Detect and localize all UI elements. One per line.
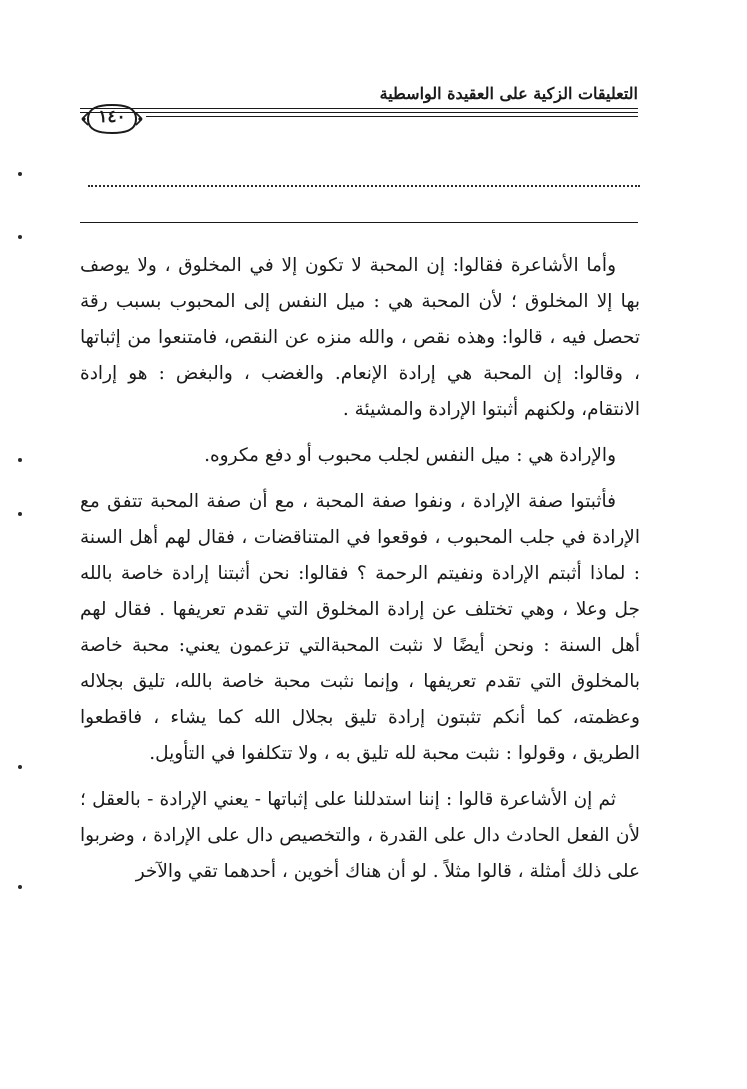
- paragraph: والإرادة هي : ميل النفس لجلب محبوب أو دفع مكروه.: [204, 445, 616, 466]
- page-number: ١٤٠: [98, 107, 126, 127]
- margin-mark: [18, 512, 22, 516]
- section-divider: [80, 222, 638, 223]
- page-number-badge: [80, 102, 144, 136]
- paragraph: وأما الأشاعرة فقالوا: إن المحبة لا تكون إلا في المخلوق ، ولا يوصف بها إلا المخلوق ؛ لأن المحبة هي : ميل النفس إلى المحبوب بسبب رقة تحصل فيه ، قالوا: وهذه نقص ، والله منزه عن النقص، فامتنعوا من إثباتها ، وقالوا: إن المحبة هي إرادة الإنعام. والغضب ، والبغض : هو إرادة الانتقام، ولكنهم أثبتوا الإرادة والمشيئة .: [80, 255, 640, 420]
- main-text: [80, 248, 640, 890]
- paragraph: ثم إن الأشاعرة قالوا : إننا استدللنا على إثباتها - يعني الإرادة - بالعقل ؛ لأن الفعل الحادث دال على القدرة ، والتخصيص دال على الإرادة ، وضربوا على ذلك أمثلة ، قالوا مثلاً . لو أن هناك أخوين ، أحدهما تقي والآخر: [80, 789, 640, 882]
- page-header: [80, 84, 638, 144]
- margin-mark: [18, 172, 22, 176]
- header-rule-middle: [80, 112, 638, 113]
- margin-mark: [18, 765, 22, 769]
- paragraph: فأثبتوا صفة الإرادة ، ونفوا صفة المحبة ، مع أن صفة المحبة تتفق مع الإرادة في جلب المحبوب ، فوقعوا في المتناقضات ، فقال لهم أهل السنة : لماذا أثبتم الإرادة ونفيتم الرحمة ؟ فقالوا: نحن أثبتنا إرادة خاصة بالله جل وعلا ، وهي تختلف عن إرادة المخلوق التي تقدم تعريفها . فقال لهم أهل السنة : ونحن أيضًا لا نثبت المحبةالتي تزعمون يعني: محبة خاصة بالمخلوق التي تقدم تعريفها ، وإنما نثبت محبة خاصة بالله، تليق بجلاله وعظمته، كما أنكم تثبتون إرادة تليق بجلال الله كما يشاء ، فاقطعوا الطريق ، وقولوا : نثبت محبة لله تليق به ، ولا تتكلفوا في التأويل.: [80, 491, 640, 764]
- margin-mark: [18, 235, 22, 239]
- dotted-separator: [88, 165, 640, 187]
- running-title: التعليقات الزكية على العقيدة الواسطية: [379, 84, 638, 103]
- header-rule-bottom: [146, 116, 638, 117]
- margin-mark: [18, 458, 22, 462]
- header-rule-top: [80, 108, 638, 109]
- margin-mark: [18, 885, 22, 889]
